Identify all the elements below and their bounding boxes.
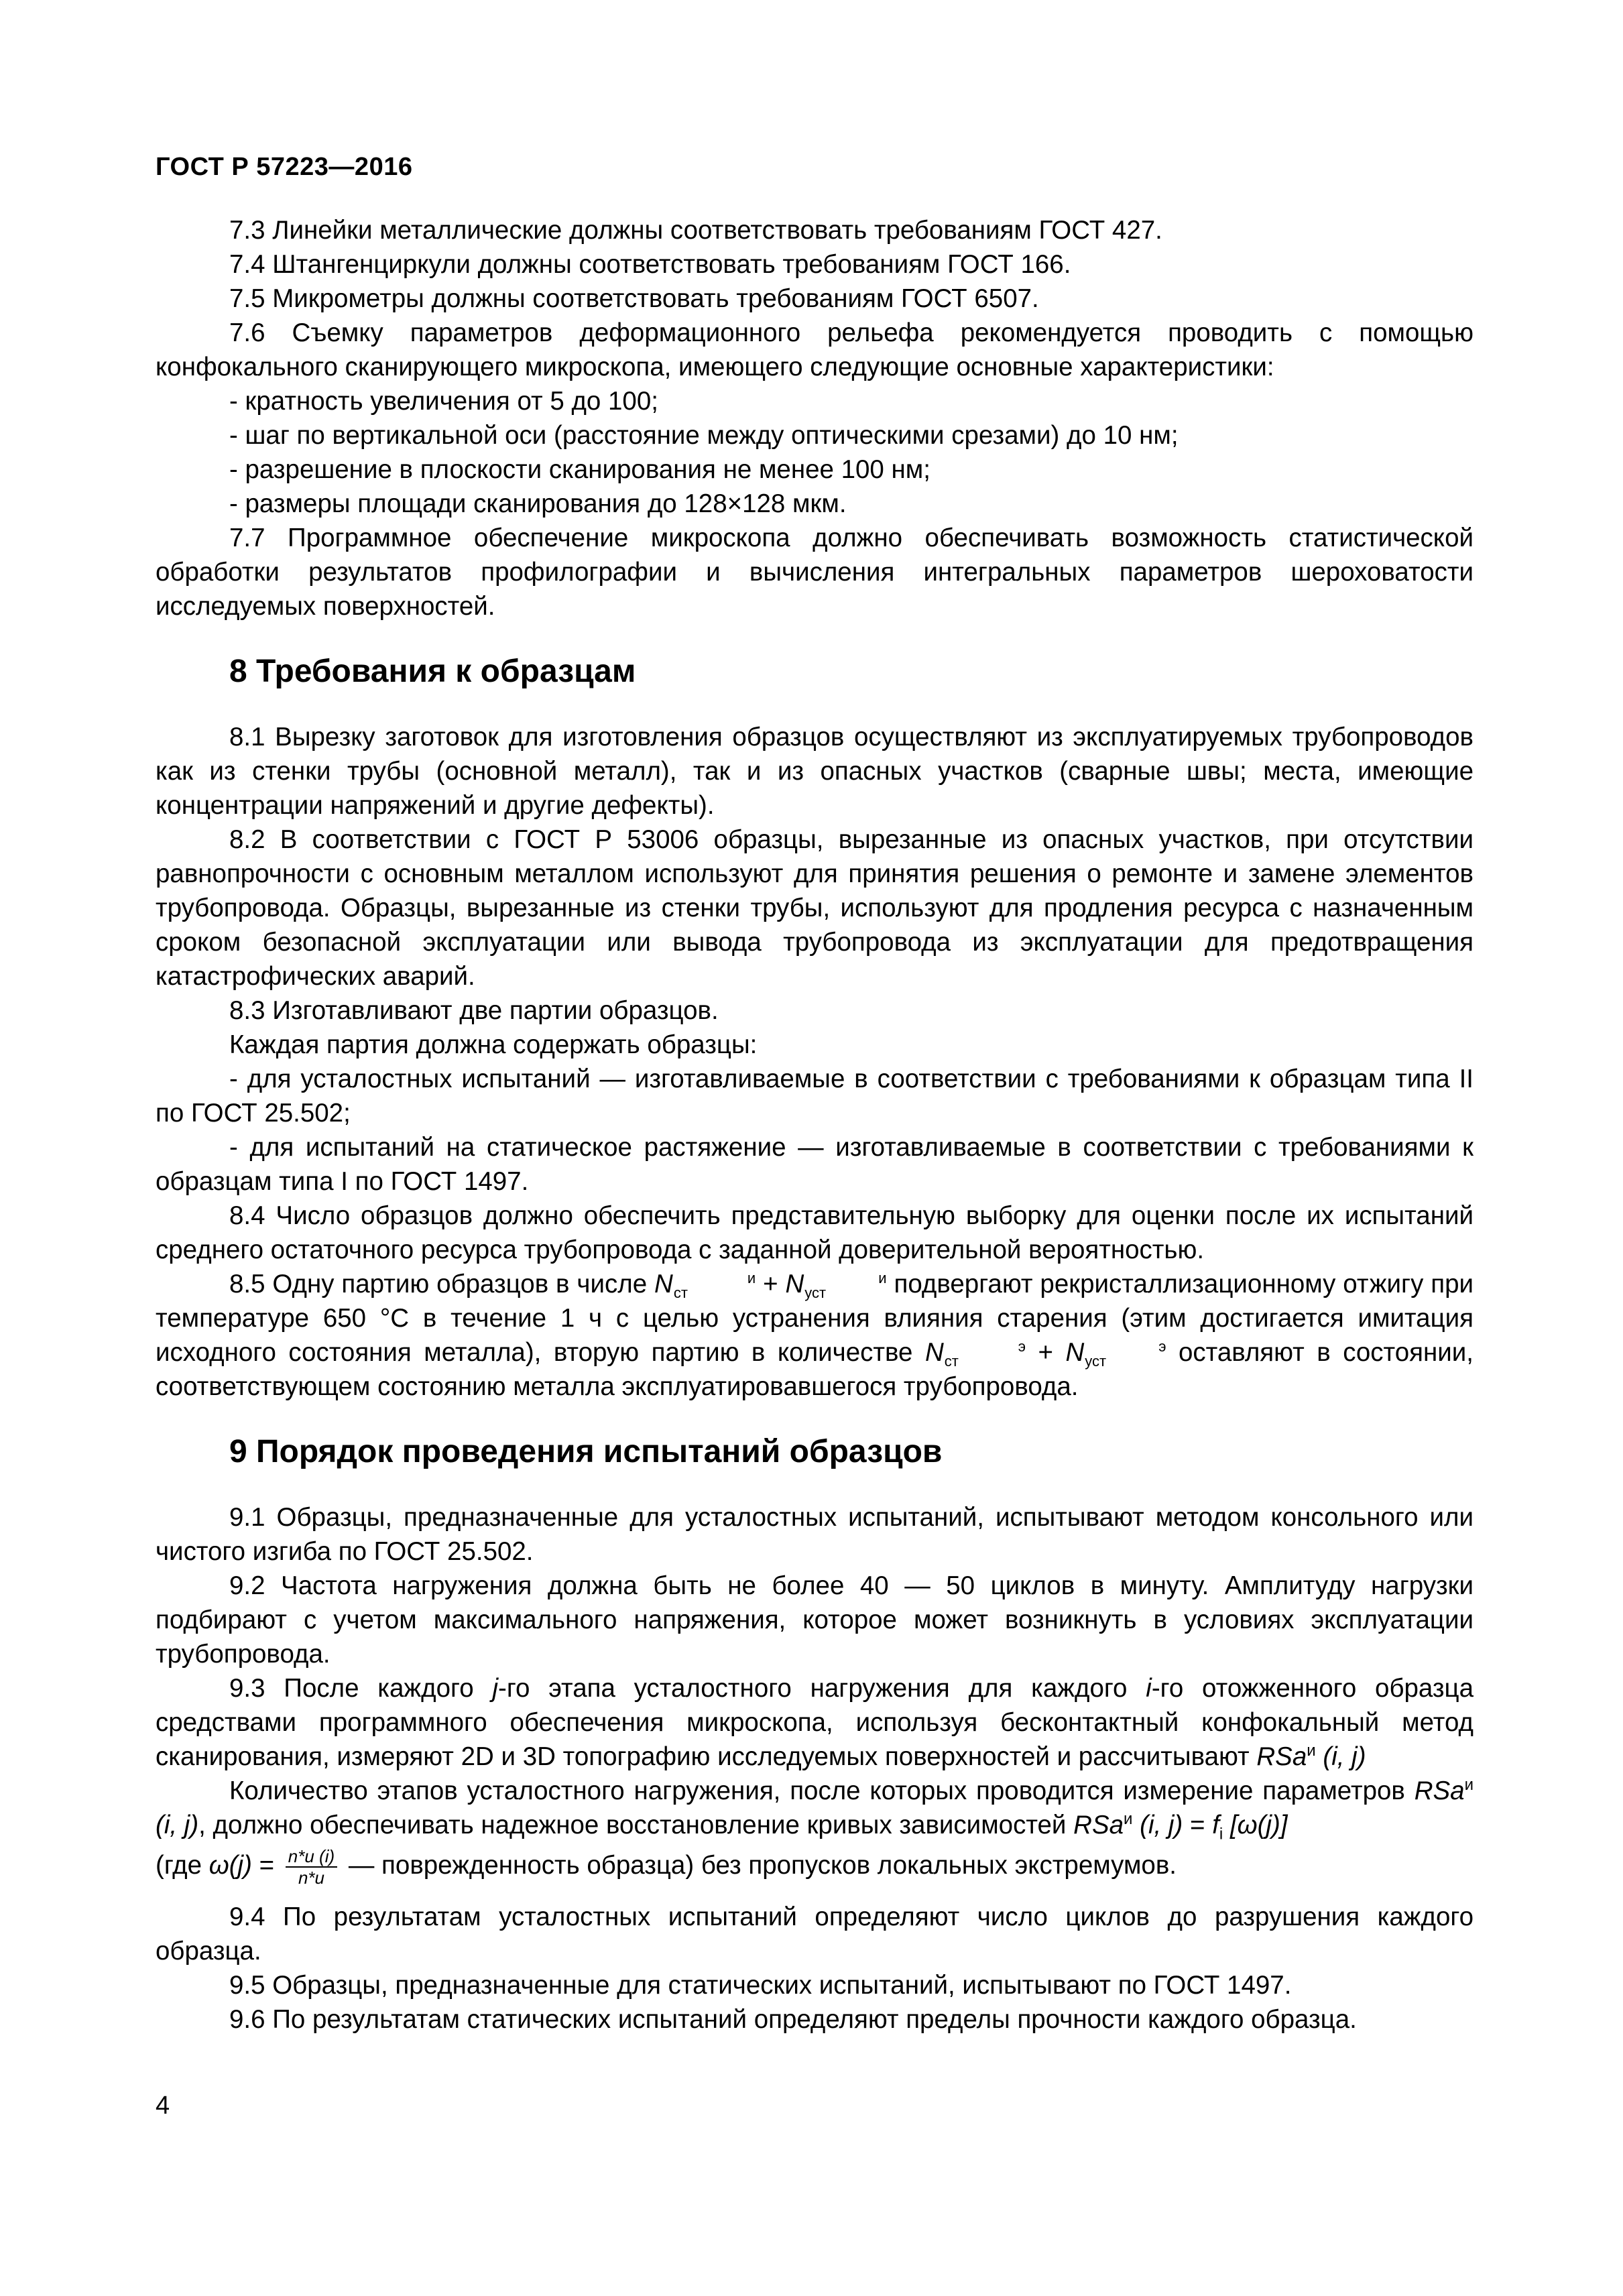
paragraph-9-3-damage: (где ω(j) = $\frac{n*и (i)}{n*и}$ — поврежденность образца) без пропусков локальных экстремумов. (156, 1846, 1177, 1888)
paragraph-8-2: 8.2 В соответствии с ГОСТ Р 53006 образцы, вырезанные из опасных участков, при отсутствии равнопрочности с основным металлом используют для принятия решения о ремонте и замене элементов трубопровода. Образцы, вырезанные из стенки трубы, используют для продления ресурса с назначенным сроком безопасной эксплуатации или вывода трубопровода из эксплуатации для предотвращения катастрофических аварий. (156, 825, 1474, 991)
section-8-title: 8 Требования к образцам (229, 654, 636, 689)
paragraph-8-3-intro: Каждая партия должна содержать образцы: (229, 1030, 758, 1059)
paragraph-8-1: 8.1 Вырезку заготовок для изготовления образцов осуществляют из эксплуатируемых трубопроводов как из стенки трубы (основной металл), так и из опасных участков (сварные швы; места, имеющие концентрации напряжений и другие дефекты). (156, 723, 1474, 820)
paragraph-8-3-item-2: - для испытаний на статическое растяжение — изготавливаемые в соответствии с требованиями к образцам типа I по ГОСТ 1497. (156, 1133, 1474, 1196)
document-body (156, 213, 1474, 2037)
paragraph-9-2: 9.2 Частота нагружения должна быть не более 40 — 50 циклов в минуту. Амплитуду нагрузки подбирают с учетом максимального напряжения, которое может возникнуть в условиях эксплуатации трубопровода. (156, 1571, 1474, 1669)
paragraph-8-3: 8.3 Изготавливают две партии образцов. (229, 996, 719, 1025)
paragraph-7-5: 7.5 Микрометры должны соответствовать требованиям ГОСТ 6507. (229, 284, 1039, 313)
paragraph-7-4: 7.4 Штангенциркули должны соответствовать требованиям ГОСТ 166. (229, 250, 1071, 279)
paragraph-9-4: 9.4 По результатам усталостных испытаний определяют число циклов до разрушения каждого образца. (156, 1902, 1474, 1966)
paragraph-8-4: 8.4 Число образцов должно обеспечить представительную выборку для оценки после их испытаний среднего остаточного ресурса трубопровода с заданной доверительной вероятностью. (156, 1201, 1474, 1264)
symbol-n: N (785, 1270, 804, 1298)
damage-fraction: $\frac{n*и (i)}{n*и}$ (286, 1846, 337, 1888)
symbol-n: N (1065, 1338, 1085, 1367)
paragraph-7-6: 7.6 Съемку параметров деформационного рельефа рекомендуется проводить с помощью конфокального сканирующего микроскопа, имеющего следующие основные характеристики: (156, 318, 1474, 381)
section-9-title: 9 Порядок проведения испытаний образцов (229, 1434, 943, 1469)
paragraph-8-5: 8.5 Одну партию образцов в числе N и ст + N и уст подвергают рекристаллизационному отжигу при температуре 650 °С в течение 1 ч с целью устранения влияния старения (этим достигается имитация исходного состояния металла), вторую партию в количестве N э ст + N э уст оставляют в состоянии, соответствующем состоянию металла эксплуатировавшегося трубопровода. (156, 1269, 1474, 1401)
symbol-n: N (924, 1338, 944, 1367)
list-item: - шаг по вертикальной оси (расстояние между оптическими срезами) до 10 нм; (229, 421, 1179, 450)
paragraph-9-3: 9.3 После каждого j-го этапа усталостного нагружения для каждого i-го отожженного образца средствами программного обеспечения микроскопа, используя бесконтактный конфокальный метод сканирования, измеряют 2D и 3D топографию исследуемых поверхностей и рассчитывают RSa$^и$ (i, j) (156, 1674, 1474, 1771)
paragraph-7-3: 7.3 Линейки металлические должны соответствовать требованиям ГОСТ 427. (229, 216, 1162, 245)
list-item: - размеры площади сканирования до 128×128 мкм. (229, 489, 847, 518)
symbol-n: N (654, 1270, 673, 1298)
list-item: - разрешение в плоскости сканирования не менее 100 нм; (229, 455, 930, 484)
page-number: 4 (156, 2092, 170, 2120)
paragraph-9-3-stages: Количество этапов усталостного нагружения, после которых проводится измерение параметров RSa$^и$ (i, j), должно обеспечивать надежное восстановление кривых зависимостей RSa$^и$ (i, $j) = f_i$ [ω(j)] (156, 1776, 1474, 1844)
paragraph-9-6: 9.6 По результатам статических испытаний определяют пределы прочности каждого образца. (229, 2005, 1357, 2034)
paragraph-9-1: 9.1 Образцы, предназначенные для усталостных испытаний, испытывают методом консольного или чистого изгиба по ГОСТ 25.502. (156, 1503, 1474, 1566)
list-item: - кратность увеличения от 5 до 100; (229, 387, 658, 416)
paragraph-7-7: 7.7 Программное обеспечение микроскопа должно обеспечивать возможность статистической обработки результатов профилографии и вычисления интегральных параметров шероховатости исследуемых поверхностей. (156, 524, 1474, 621)
paragraph-9-5: 9.5 Образцы, предназначенные для статических испытаний, испытывают по ГОСТ 1497. (229, 1971, 1292, 2000)
document-header: ГОСТ Р 57223—2016 (156, 153, 413, 181)
paragraph-8-3-item-1: - для усталостных испытаний — изготавливаемые в соответствии с требованиями к образцам типа II по ГОСТ 25.502; (156, 1065, 1474, 1128)
